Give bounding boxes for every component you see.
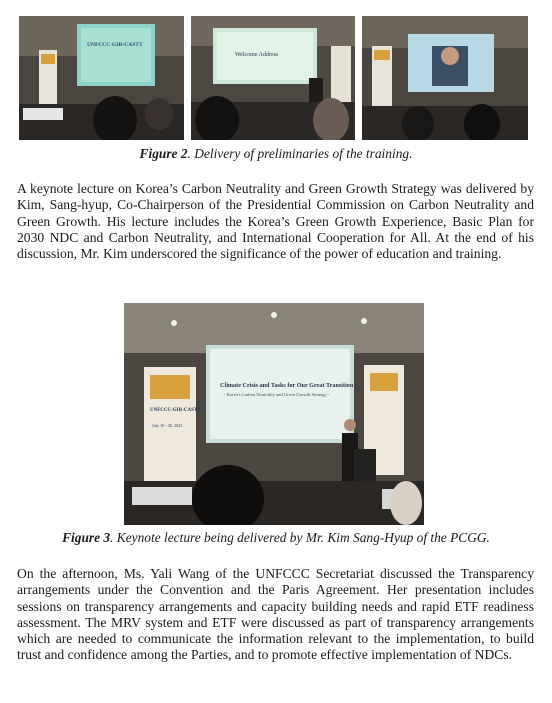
figure3-caption — [0, 530, 552, 546]
figure2-caption-text: . Delivery of preliminaries of the training. — [187, 146, 413, 161]
figure2-label: Figure 2 — [139, 146, 188, 161]
figure3-banner-title: UNFCCC-GIR-CASTT — [150, 408, 201, 413]
figure2-photo-3 — [362, 16, 528, 140]
figure3-label: Figure 3 — [62, 530, 111, 545]
figure3-photo — [124, 303, 424, 525]
figure3-banner-dates: July 10 - 20, 2023 — [152, 423, 183, 428]
paragraph-1: A keynote lecture on Korea’s Carbon Neutrality and Green Growth Strategy was delivered by Kim, Sang-hyup, Co-Chairperson of the Presidential Commission on Carbon Neutrality and Green Growth. His lecture includes the Korea’s Green Growth Experience, Basic Plan for 2030 NDC and Carbon Neutrality, and International Cooperation for All. At the end of his discussion, Mr. Kim underscored the significance of the power of education and training. — [17, 181, 534, 262]
figure2-caption — [0, 146, 552, 162]
photo2-slide-text: Welcome Address — [235, 52, 279, 58]
figure2-photo-2 — [191, 16, 355, 140]
paragraph-2: On the afternoon, Ms. Yali Wang of the UNFCCC Secretariat discussed the Transparency arrangements under the Convention and the Paris Agreement. Her presentation includes sessions on transparency arrangements and capacity building needs and rapid ETF readiness assessment. The MRV system and ETF were discussed as part of transparency arrangements which are needed to communicate the information relevant to the implementation, to build trust and confidence among the Parties, and to promote effective implementation of NDCs. — [17, 566, 534, 663]
figure3-caption-text: . Keynote lecture being delivered by Mr. Kim Sang-Hyup of the PCGG. — [110, 530, 490, 545]
photo1-banner-text: UNFCCC-GIR-CASTT — [87, 42, 143, 48]
figure2-photo-1 — [19, 16, 184, 140]
figure3-slide-subtitle: - Korea's Carbon Neutrality and Green Growth Strategy - — [224, 392, 330, 397]
figure3-slide-title: Climate Crisis and Tasks for Our Great Transition — [220, 382, 354, 389]
